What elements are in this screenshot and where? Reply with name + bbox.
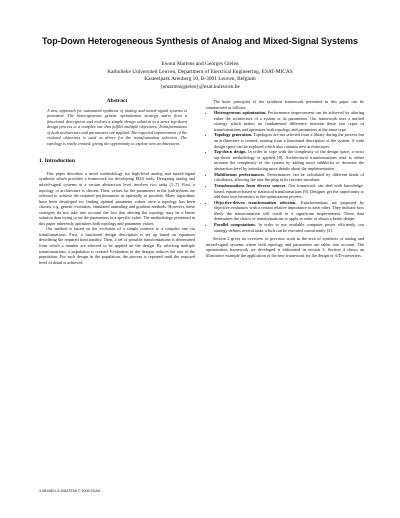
author-names: Ewout Martens and Georges Gielen xyxy=(161,61,239,67)
list-item xyxy=(214,172,364,183)
section-heading-introduction: 1. Introduction xyxy=(39,158,75,165)
bullet-text: Transformations are proposed by objective evaluators with a certain relative importance to each other. They indicate how likely the transformation will result in a significant improvement. These data determines the choice of transformations to apply in order to obtain a better design. xyxy=(214,199,364,222)
closing-paragraph: Section 2 gives an overview of previous work in the area of synthesis of analog and mixed-signal systems where both topology and parameters are taken into account. The optimization framework we developed is elaborated in section 3. Section 4 shows an illustrative example the application of the new framework for the design of A/D-converters. xyxy=(206,236,364,258)
affiliation: Katholieke Universiteit Leuven, Department of Electrical Engineering, ESAT-MICAS xyxy=(107,68,293,75)
left-column xyxy=(39,99,195,265)
bullet-term: Objective-driven transformation selection. xyxy=(214,199,297,205)
bullet-text: In order to cope with the complexity of the design space, a strict top-down methodology is applied [8]. Architectural transformations tend to either increase the complexity of the system by adding more subblocks or decrease the abstraction level by introducing more details about the implementation. xyxy=(214,149,365,171)
bullet-text: Performance improvement can be achieved by altering either the architecture of a system or its parameters. Our framework uses a unified strategy which makes no fundamental difference between these two types of transformations and optimizes both topology and parameters at the same type. xyxy=(214,110,364,132)
bullet-term: Transformations from diverse sources. xyxy=(214,182,287,188)
paper-title: Top-Down Heterogeneous Synthesis of Analog and Mixed-Signal Systems xyxy=(41,36,359,46)
abstract-heading: Abstract xyxy=(106,98,128,104)
bullet-term: Topology generation. xyxy=(214,132,253,138)
principles-list xyxy=(206,110,364,233)
right-column xyxy=(206,99,364,258)
bullet-text: Performances can be calculated by different kinds of calculators, allowing the user the plug in its favorite simulator. xyxy=(214,171,364,183)
address: Kasteelpark Arenberg 10, B-3001 Leuven, Belgium xyxy=(144,76,256,83)
email: {emartens|gielen}@esat.kuleuven.be xyxy=(160,83,240,90)
bullet-term: Multifarious performances. xyxy=(214,171,266,177)
intro-paragraph-1: This paper describes a novel methodology for high-level analog and mixed-signal synthesis which provides a framework for developing EDA tools. Designing analog and mixed-signal systems at a certain abstraction level involves two tasks [1–7]. First, a topology or architecture is chosen. Then, values for the parameters in the (sub)system are selected to achieve the required performances as optimally as possible. Many algorithms have been developed for finding optimal parameter values once a topology has been chosen, e.g. genetic evolution, simulated annealing and gradient methods. However, these strategies do not take into account the fact that altering the topology may be a better solution than trying to set the parameters to a specific value. The methodology presented in this paper inherently optimizes both topology and parameter values. xyxy=(39,170,195,226)
bullet-text: Our framework can deal with knowledge-based, equation-based or statistical transformations [9]. Designer get the opportunity to add their own heuristics to the optimization process. xyxy=(214,182,364,200)
list-item xyxy=(214,149,364,171)
bullet-term: Heterogeneous optimization. xyxy=(214,110,267,116)
bullet-term: Parallel computations. xyxy=(214,222,257,228)
bullet-text: Topologies are not selected from a library during the process but an architecture is created, starting from a functional description of the system. A wide design space can be explored which also contains new architectures. xyxy=(214,132,364,149)
list-item xyxy=(214,222,364,233)
bullet-term: Top-down design. xyxy=(214,149,247,155)
list-item xyxy=(214,110,364,132)
intro-paragraph-2: Our method is based on the evolution of a simple creature to a complex one via transformations. First, a functional design description is set up based on equations describing the required functionality. Then, a set of possible transformations is determined from which a number are selected to be applied on the design. By selecting multiple transformations, a population is created. Evaluation of the designs reduces the size of the population. For each design in the population, the process is repeated until the required level of detail is achieved. xyxy=(39,226,195,265)
list-item xyxy=(214,183,364,200)
bullet-text: In order to use available computer power efficiently, our strategy defines several tasks which can be executed concurrently [5]. xyxy=(214,222,364,233)
list-item xyxy=(214,132,364,149)
copyright-footer: 3-9810801-5-5/DATE06 © 2006 EDAA xyxy=(39,489,101,493)
principles-intro: The basic principles of the synthesis framework presented in this paper can be summarized as follows: xyxy=(206,99,364,110)
list-item xyxy=(214,200,364,222)
author-block xyxy=(0,61,400,91)
abstract-text: A new approach for automated synthesis of analog and mixed-signal systems is presented. The heterogeneous genetic optimization strategy starts from a functional description and evolves a simple design solution in a strict top-down design process to a complex one that fulfills multiple objectives. Transformations of both architecture and parameters are applied. The expected improvement of the violated objectives is used as driver for the transformation selection. The topology is really created, giving the opportunity to explore new architectures. xyxy=(47,107,187,146)
